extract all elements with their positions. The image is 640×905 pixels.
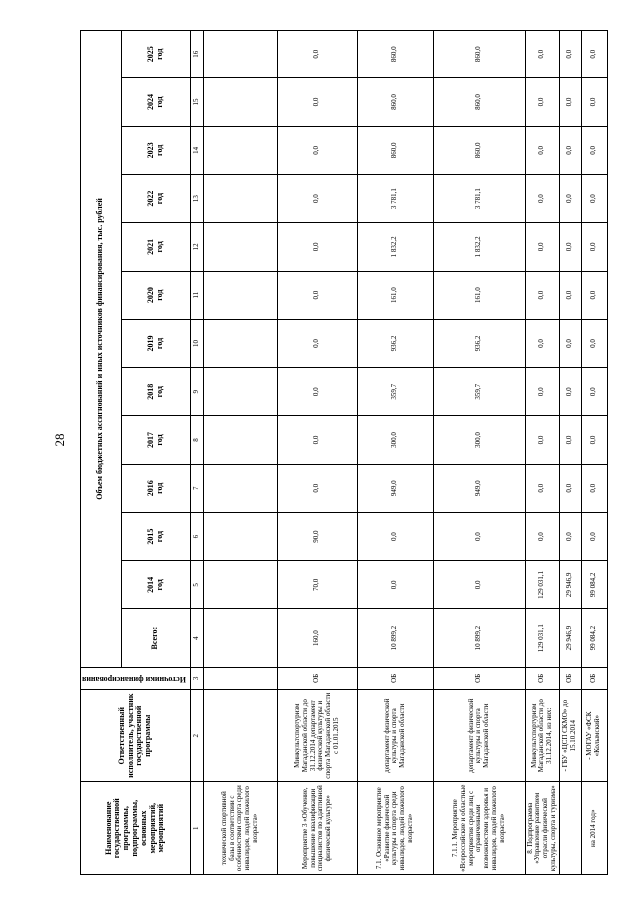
column-index-cell: 12 (190, 223, 203, 271)
row-year-cell: 0,0 (581, 223, 607, 271)
row-year-cell: 0,0 (581, 512, 607, 560)
row-year-cell: 0,0 (525, 223, 559, 271)
column-index-cell: 13 (190, 174, 203, 222)
header-year-value: 2014 (145, 576, 155, 593)
row-year-cell: 0,0 (525, 464, 559, 512)
row-year-cell: 3 781,1 (357, 174, 433, 222)
row-year-cell: 0,0 (581, 78, 607, 126)
row-responsible-cell: Минкультспортуризм Магаданской области до 31.12.2014 департамент физической культуры и спорта Магаданской области с 01.01.2015 (277, 689, 357, 782)
row-year-cell: 0,0 (433, 561, 525, 609)
row-year-cell: 0,0 (525, 416, 559, 464)
column-index-cell: 1 (190, 782, 203, 875)
row-year-cell: 0,0 (581, 271, 607, 319)
header-year-2021 (121, 223, 190, 271)
row-year-cell: 90,0 (277, 512, 357, 560)
row-year-cell: 936,2 (433, 319, 525, 367)
row-year-cell: 0,0 (525, 174, 559, 222)
header-year-2023 (121, 126, 190, 174)
header-year-2018 (121, 368, 190, 416)
row-year-cell: 0,0 (559, 78, 581, 126)
row-year-cell: 0,0 (559, 319, 581, 367)
row-year-cell: 0,0 (525, 319, 559, 367)
row-source-cell: ОБ (357, 667, 433, 689)
row-total-cell (203, 609, 277, 667)
row-year-cell (203, 512, 277, 560)
row-year-cell: 0,0 (277, 126, 357, 174)
header-year-value: 2015 (145, 528, 155, 545)
row-year-cell (203, 561, 277, 609)
row-name-cell: на 2014 год» (581, 782, 607, 875)
financing-table (80, 30, 608, 875)
row-year-cell: 0,0 (525, 31, 559, 78)
header-year-unit: год (154, 48, 164, 60)
column-index-cell: 16 (190, 31, 203, 78)
row-year-cell: 359,7 (357, 368, 433, 416)
header-year-value: 2018 (145, 383, 155, 400)
header-year-value: 2019 (145, 335, 155, 352)
row-year-cell: 0,0 (559, 271, 581, 319)
row-year-cell: 29 946,9 (559, 561, 581, 609)
header-year-2014 (121, 561, 190, 609)
table-row (559, 31, 581, 875)
row-year-cell: 860,0 (433, 31, 525, 78)
row-year-cell: 0,0 (559, 512, 581, 560)
row-year-cell: 3 781,1 (433, 174, 525, 222)
header-year-unit: год (154, 337, 164, 350)
header-year-2019 (121, 319, 190, 367)
row-responsible-cell: департамент физической культуры и спорта Магаданской области (357, 689, 433, 782)
row-year-cell: 0,0 (559, 31, 581, 78)
header-year-value: 2024 (145, 94, 155, 111)
row-year-cell: 359,7 (433, 368, 525, 416)
header-year-unit: год (154, 241, 164, 253)
table-row (357, 31, 433, 875)
row-year-cell: 0,0 (277, 319, 357, 367)
rotated-table-wrapper (80, 30, 602, 875)
header-year-value: 2020 (145, 287, 155, 304)
row-year-cell: 860,0 (357, 78, 433, 126)
row-year-cell: 0,0 (525, 78, 559, 126)
row-year-cell (203, 78, 277, 126)
row-total-cell: 29 946,9 (559, 609, 581, 667)
row-year-cell (203, 31, 277, 78)
column-index-cell: 2 (190, 689, 203, 782)
row-year-cell (203, 464, 277, 512)
row-total-cell: 99 084,2 (581, 609, 607, 667)
row-year-cell (203, 174, 277, 222)
row-year-cell: 0,0 (581, 174, 607, 222)
header-year-value: 2022 (145, 190, 155, 207)
row-year-cell: 0,0 (581, 126, 607, 174)
row-responsible-cell: - ГБУ «ЦСП СКМО» до 15.10.2014 (559, 689, 581, 782)
row-year-cell: 0,0 (581, 368, 607, 416)
row-year-cell: 0,0 (277, 223, 357, 271)
header-year-2020 (121, 271, 190, 319)
header-year-value: 2025 (145, 46, 155, 63)
header-responsible: Ответственный исполнитель, участник государственной программы (81, 689, 191, 782)
header-name: Наименование государственной программы, подпрограммы, основных мероприятий, мероприятий (81, 782, 191, 875)
header-year-2015 (121, 512, 190, 560)
row-year-cell: 0,0 (277, 174, 357, 222)
header-year-value: 2021 (145, 238, 155, 255)
row-source-cell (203, 667, 277, 689)
header-year-unit: год (154, 289, 164, 301)
header-source-label: Источники финансирования (82, 674, 186, 684)
column-index-cell: 8 (190, 416, 203, 464)
header-year-unit: год (154, 530, 164, 543)
header-financing-group: Объем бюджетных ассигнований и иных источников финансирования, тыс. рублей (81, 31, 122, 668)
column-index-cell: 9 (190, 368, 203, 416)
row-year-cell: 0,0 (581, 464, 607, 512)
table-row (525, 31, 559, 875)
table-row (203, 31, 277, 875)
row-year-cell: 860,0 (357, 31, 433, 78)
row-name-cell: 7.1.1. Мероприятие «Всероссийские и областные мероприятия среди лиц с ограниченными возможностями здоровья и инвалидов, людей пожилого возраста» (433, 782, 525, 875)
table-row (277, 31, 357, 875)
header-year-value: 2017 (145, 432, 155, 448)
header-year-value: 2023 (145, 142, 155, 159)
row-year-cell: 0,0 (559, 126, 581, 174)
row-year-cell: 0,0 (559, 464, 581, 512)
row-year-cell: 99 084,2 (581, 561, 607, 609)
row-year-cell: 161,0 (357, 271, 433, 319)
row-year-cell (203, 319, 277, 367)
row-year-cell: 0,0 (525, 271, 559, 319)
row-year-cell: 0,0 (581, 416, 607, 464)
row-year-cell: 0,0 (581, 31, 607, 78)
row-name-cell: технической спортивной базы в соответствии с особенностями спорта среди инвалидов, людей пожилого возраста» (203, 782, 277, 875)
row-year-cell: 936,2 (357, 319, 433, 367)
row-year-cell: 0,0 (357, 561, 433, 609)
row-name-cell (559, 782, 581, 875)
row-total-cell: 10 899,2 (433, 609, 525, 667)
row-year-cell: 0,0 (559, 416, 581, 464)
row-year-cell: 1 832,2 (433, 223, 525, 271)
row-year-cell: 0,0 (525, 368, 559, 416)
row-year-cell: 0,0 (277, 31, 357, 78)
row-source-cell: ОБ (525, 667, 559, 689)
row-source-cell: ОБ (559, 667, 581, 689)
header-year-2016 (121, 464, 190, 512)
table-row (433, 31, 525, 875)
row-year-cell: 300,0 (433, 416, 525, 464)
column-index-cell: 3 (190, 667, 203, 689)
row-year-cell: 0,0 (433, 512, 525, 560)
row-name-cell: 7.1. Основное мероприятие «Развитие физической культуры и спорта среди инвалидов, людей пожилого возраста» (357, 782, 433, 875)
row-responsible-cell: - МОГАУ «ФСК «Колымский» (581, 689, 607, 782)
row-year-cell: 0,0 (277, 416, 357, 464)
row-year-cell: 0,0 (277, 464, 357, 512)
row-year-cell: 860,0 (357, 126, 433, 174)
row-year-cell: 0,0 (357, 512, 433, 560)
header-year-unit: год (154, 386, 164, 398)
row-year-cell: 0,0 (581, 319, 607, 367)
column-index-cell: 10 (190, 319, 203, 367)
header-year-2025 (121, 31, 190, 78)
row-total-cell: 10 899,2 (357, 609, 433, 667)
row-total-cell: 160,0 (277, 609, 357, 667)
row-name-cell: 8. Подпрограмма «Управление развитием отрасли физической культуры, спорта и туризма» (525, 782, 559, 875)
row-year-cell: 70,0 (277, 561, 357, 609)
header-year-value: 2016 (145, 480, 155, 497)
row-year-cell: 1 832,2 (357, 223, 433, 271)
column-index-row (190, 31, 203, 875)
header-year-unit: год (154, 482, 164, 494)
header-year-unit: год (154, 434, 164, 446)
row-responsible-cell: департамент физической культуры и спорта Магаданской области (433, 689, 525, 782)
row-name-cell: Мероприятие 3 «Обучение, повышение квалификации специалистов по адаптивной физической культуре» (277, 782, 357, 875)
header-total: Всего: (121, 609, 190, 667)
row-year-cell: 0,0 (525, 512, 559, 560)
row-total-cell: 129 031,1 (525, 609, 559, 667)
header-year-unit: год (154, 579, 164, 591)
row-year-cell (203, 416, 277, 464)
page-number: 28 (52, 433, 67, 447)
header-year-2024 (121, 78, 190, 126)
row-source-cell: ОБ (433, 667, 525, 689)
row-year-cell (203, 223, 277, 271)
header-year-2022 (121, 174, 190, 222)
column-index-cell: 4 (190, 609, 203, 667)
row-year-cell: 0,0 (277, 78, 357, 126)
row-year-cell (203, 271, 277, 319)
row-responsible-cell (203, 689, 277, 782)
column-index-cell: 6 (190, 512, 203, 560)
row-year-cell (203, 368, 277, 416)
row-year-cell: 949,0 (357, 464, 433, 512)
row-year-cell: 0,0 (559, 174, 581, 222)
column-index-cell: 11 (190, 271, 203, 319)
row-year-cell: 161,0 (433, 271, 525, 319)
row-year-cell: 860,0 (433, 126, 525, 174)
column-index-cell: 7 (190, 464, 203, 512)
header-year-unit: год (154, 144, 164, 156)
row-source-cell: ОБ (581, 667, 607, 689)
row-year-cell: 300,0 (357, 416, 433, 464)
row-responsible-cell: Минкультспортуризм Магаданской области до 31.12.2014, из них: (525, 689, 559, 782)
document-scan (80, 30, 602, 875)
header-year-unit: год (154, 192, 164, 205)
table-row (581, 31, 607, 875)
row-year-cell: 0,0 (277, 271, 357, 319)
row-year-cell: 0,0 (559, 368, 581, 416)
row-year-cell: 860,0 (433, 78, 525, 126)
row-source-cell: ОБ (277, 667, 357, 689)
header-year-2017 (121, 416, 190, 464)
row-year-cell: 129 031,1 (525, 561, 559, 609)
row-year-cell (203, 126, 277, 174)
row-year-cell: 0,0 (559, 223, 581, 271)
header-year-unit: год (154, 96, 164, 108)
column-index-cell: 15 (190, 78, 203, 126)
row-year-cell: 0,0 (525, 126, 559, 174)
row-year-cell: 0,0 (277, 368, 357, 416)
header-source (81, 667, 191, 689)
column-index-cell: 5 (190, 561, 203, 609)
column-index-cell: 14 (190, 126, 203, 174)
row-year-cell: 949,0 (433, 464, 525, 512)
